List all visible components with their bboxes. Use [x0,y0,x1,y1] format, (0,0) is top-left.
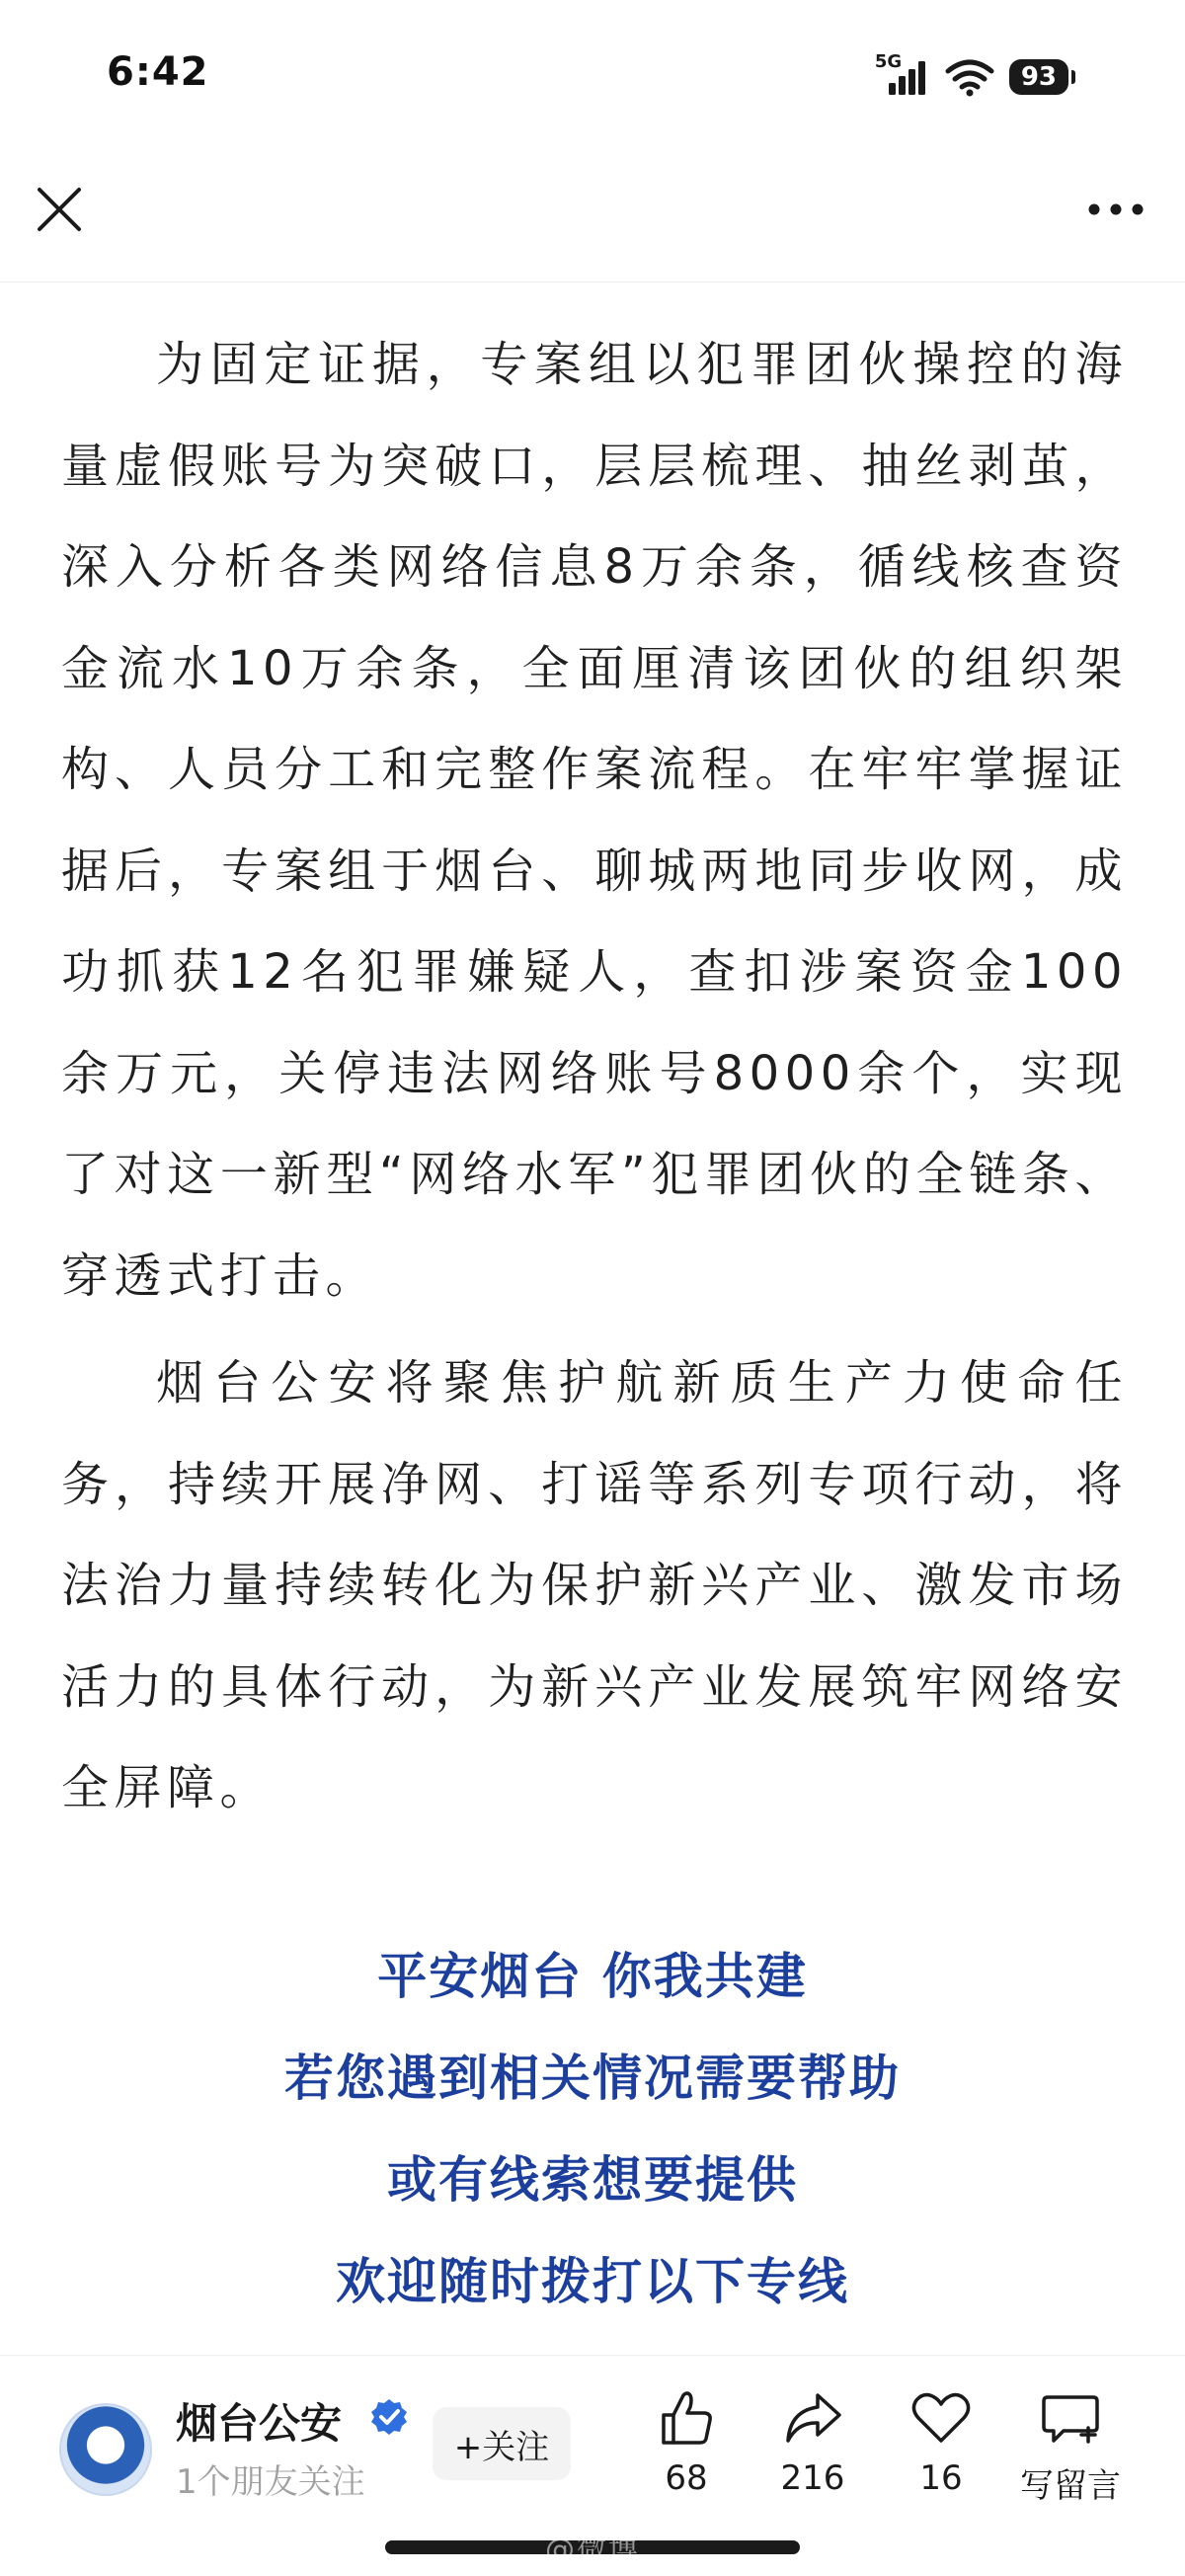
article-paragraph: 为固定证据，专案组以犯罪团伙操控的海量虚假账号为突破口，层层梳理、抽丝剥茧，深入分析各类网络信息8万余条，循线核查资金流水10万余条，全面厘清该团伙的组织架构、人员分工和完整作案流程。在牢牢掌握证据后，专案组于烟台、聊城两地同步收网，成功抓获12名犯罪嫌疑人，查扣涉案资金100余万元，关停违法网络账号8000余个，实现了对这一新型“网络水军”犯罪团伙的全链条、穿透式打击。 [61,337,1128,1304]
slogan-line: 平安烟台 你我共建 [377,1948,808,2005]
battery-indicator: 93 [1009,59,1068,95]
comment-button[interactable] [1003,2385,1138,2507]
status-time: 6:42 [107,49,209,95]
more-options-button[interactable] [1076,180,1155,239]
verified-badge-icon [369,2397,409,2437]
slogan-block [0,1926,1185,2333]
like-button[interactable] [622,2385,750,2498]
more-icon [1076,180,1155,239]
comment-icon [1038,2385,1103,2451]
network-label: 5G [874,51,903,72]
bottom-action-bar [0,2355,1185,2529]
share-count: 216 [780,2458,845,2498]
heart-icon [908,2385,974,2451]
wifi-icon [944,57,995,97]
thumbs-up-icon [654,2385,719,2451]
close-button[interactable] [30,180,89,239]
watermark: @微博 [545,2533,640,2567]
favorite-count: 16 [919,2458,963,2498]
account-avatar[interactable] [59,2403,152,2496]
status-bar [0,0,1185,148]
like-count: 68 [665,2458,708,2498]
slogan-line: 若您遇到相关情况需要帮助 [284,2050,901,2107]
favorite-button[interactable] [877,2385,1005,2498]
followers-text: 1个朋友关注 [176,2462,365,2502]
account-name[interactable]: 烟台公安 [176,2399,343,2448]
slogan-line: 欢迎随时拨打以下专线 [336,2253,849,2310]
comment-label: 写留言 [1020,2466,1121,2506]
status-icons [874,51,1068,99]
close-icon [30,180,89,239]
article-body [61,314,1128,1845]
share-button[interactable] [749,2385,877,2498]
nav-bar [0,148,1185,282]
share-icon [780,2385,845,2451]
slogan-line: 或有线索想要提供 [387,2151,798,2209]
follow-button[interactable]: +关注 [433,2407,571,2480]
signal-icon [874,51,930,97]
article-paragraph: 烟台公安将聚焦护航新质生产力使命任务，持续开展净网、打谣等系列专项行动，将法治力量持续转化为保护新兴产业、激发市场活力的具体行动，为新兴产业发展筑牢网络安全屏障。 [61,1355,1128,1815]
